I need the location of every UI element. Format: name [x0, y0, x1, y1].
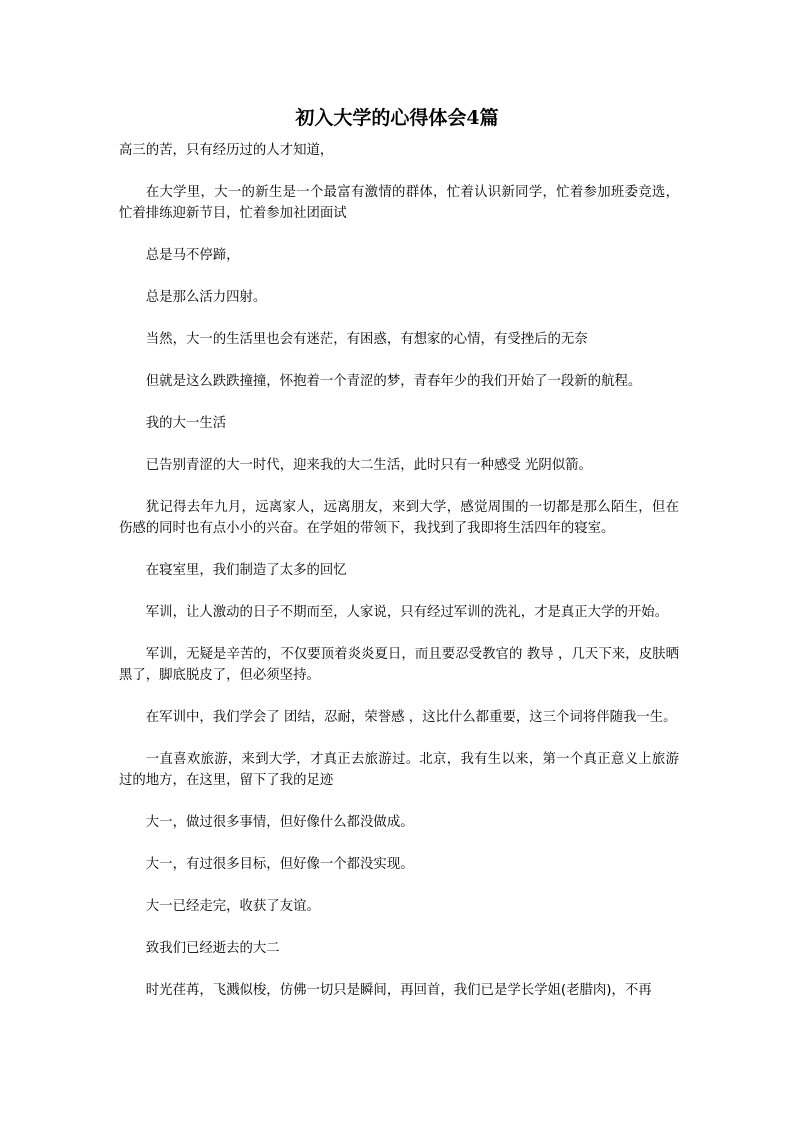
paragraph: 但就是这么跌跌撞撞，怀抱着一个青涩的梦，青春年少的我们开始了一段新的航程。	[145, 374, 642, 389]
paragraph: 大一，有过很多目标，但好像一个都没实现。	[145, 857, 414, 872]
paragraph: 在寝室里，我们制造了太多的回忆	[145, 563, 347, 578]
paragraph: 大一已经走完，收获了友谊。	[145, 899, 320, 914]
paragraph: 已告别青涩的大一时代，迎来我的大二生活，此时只有一种感受 光阴似箭。	[145, 458, 592, 473]
section-heading: 我的大一生活	[145, 416, 227, 431]
document-body	[119, 140, 679, 1022]
paragraph: 大一，做过很多事情，但好像什么都没做成。	[145, 815, 414, 830]
paragraph: 当然，大一的生活里也会有迷茫，有困惑，有想家的心情，有受挫后的无奈	[145, 332, 588, 347]
section-heading: 致我们已经逝去的大二	[145, 941, 280, 956]
paragraph: 一直喜欢旅游，来到大学，才真正去旅游过。北京，我有生以来，第一个真正意义上旅游过的地方，在这里，留下了我的足迹	[119, 752, 679, 788]
paragraph: 军训，让人激动的日子不期而至，人家说，只有经过军训的洗礼，才是真正大学的开始。	[145, 605, 669, 620]
paragraph: 总是那么活力四射。	[145, 290, 267, 305]
paragraph: 在军训中，我们学会了 团结，忍耐，荣誉感 ，这比什么都重要，这三个词将伴随我一生。	[145, 710, 677, 725]
paragraph: 军训，无疑是辛苦的，不仅要顶着炎炎夏日，而且要忍受教官的 教导 ，几天下来，皮肤晒黑了，脚底脱皮了，但必须坚持。	[119, 647, 679, 683]
paragraph: 犹记得去年九月，远离家人，远离朋友，来到大学，感觉周围的一切都是那么陌生，但在伤感的同时也有点小小的兴奋。在学姐的带领下，我找到了我即将生活四年的寝室。	[119, 500, 679, 536]
paragraph: 时光荏苒，飞溅似梭，仿佛一切只是瞬间，再回首，我们已是学长学姐(老腊肉)，不再	[145, 983, 652, 998]
paragraph: 总是马不停蹄，	[145, 248, 240, 263]
document-title: 初入大学的心得体会4篇	[295, 107, 499, 129]
paragraph: 在大学里，大一的新生是一个最富有激情的群体，忙着认识新同学，忙着参加班委竞选，忙着排练迎新节目，忙着参加社团面试	[119, 185, 679, 221]
paragraph: 高三的苦，只有经历过的人才知道，	[119, 143, 334, 158]
